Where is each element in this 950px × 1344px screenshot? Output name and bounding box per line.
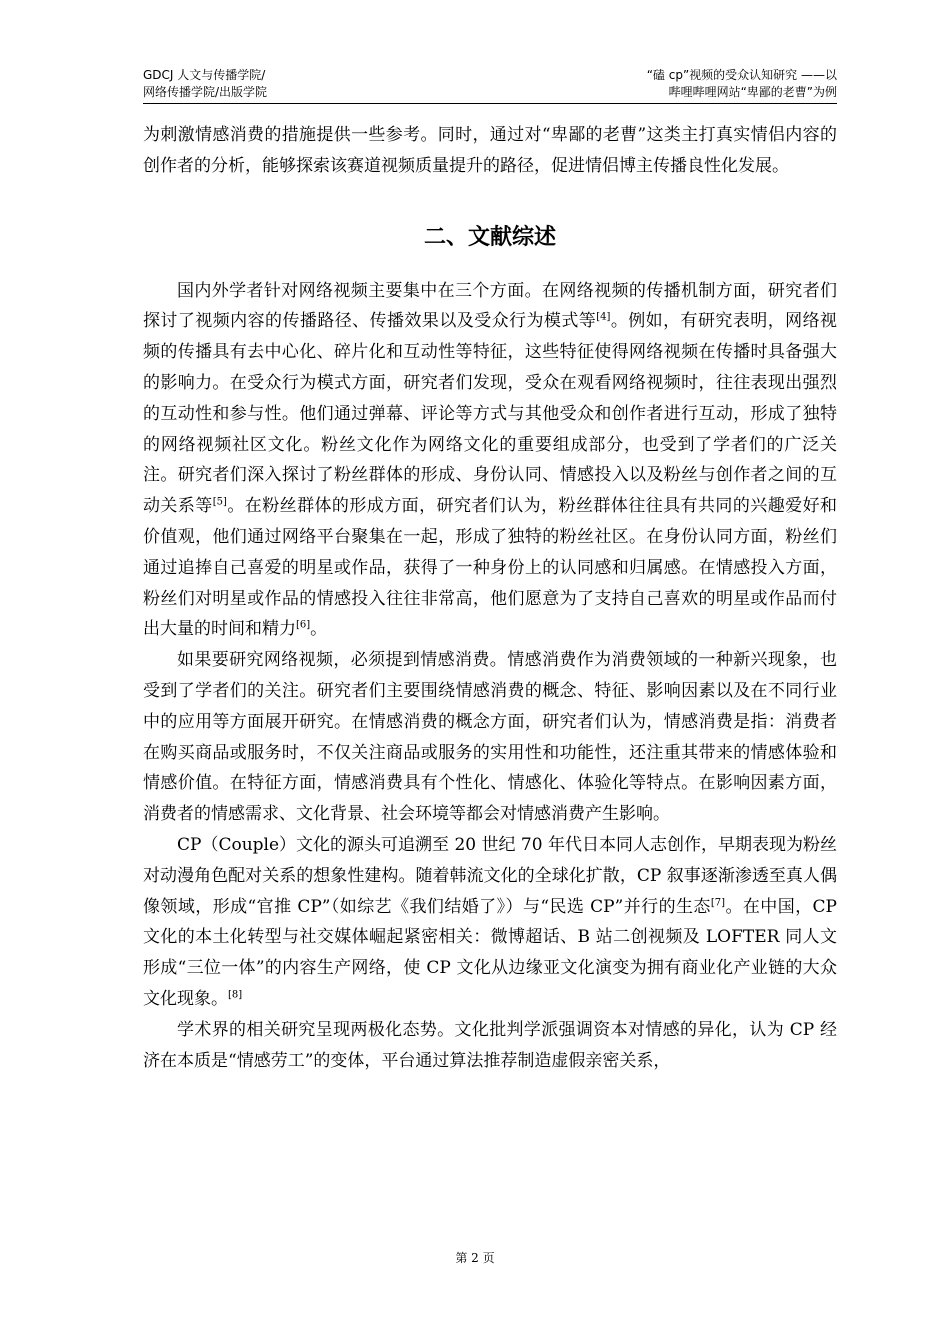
body-paragraph [143,830,837,1015]
paragraph-text: 国内外学者针对网络视频主要集中在三个方面。在网络视频的传播机制方面，研究者们探讨了视频内容的传播路径、传播效果以及受众行为模式等 [143,280,837,332]
paragraph-text: 。例如，有研究表明，网络视频的传播具有去中心化、碎片化和互动性等特征，这些特征使得网络视频在传播时具备强大的影响力。在受众行为模式方面，研究者们发现，受众在观看网络视频时，往往表现出强烈的互动性和参与性。他们通过弹幕、评论等方式与其他受众和创作者进行互动，形成了独特的网络视频社区文化。粉丝文化作为网络文化的重要组成部分，也受到了学者们的广泛关注。研究者们深入探讨了粉丝群体的形成、身份认同、情感投入以及粉丝与创作者之间的互动关系等 [143,311,837,517]
header-institution-line2: 网络传播学院/出版学院 [143,85,268,99]
page-header [143,67,837,104]
citation-ref: [6] [296,619,311,631]
page-number: 第 2 页 [455,1251,495,1265]
body-paragraph: 如果要研究网络视频，必须提到情感消费。情感消费作为消费领域的一种新兴现象，也受到了学者们的关注。研究者们主要围绕情感消费的概念、特征、影响因素以及在不同行业中的应用等方面展开研究。在情感消费的概念方面，研究者们认为，情感消费是指：消费者在购买商品或服务时，不仅关注商品或服务的实用性和功能性，还注重其带来的情感体验和情感价值。在特征方面，情感消费具有个性化、情感化、体验化等特点。在影响因素方面，消费者的情感需求、文化背景、社会环境等都会对情感消费产生影响。 [143,650,837,825]
citation-ref: [4] [596,311,611,323]
citation-ref: [8] [228,989,243,1001]
header-left [143,67,267,101]
intro-paragraph: 为刺激情感消费的措施提供一些参考。同时，通过对“卑鄙的老曹”这类主打真实情侣内容的创作者的分析，能够探索该赛道视频质量提升的路径，促进情侣博主传播良性化发展。 [143,125,837,176]
header-title-line2: 哔哩哔哩网站“卑鄙的老曹”为例 [668,85,837,99]
body-paragraph: 学术界的相关研究呈现两极化态势。文化批判学派强调资本对情感的异化，认为 CP 经济在本质是“情感劳工”的变体，平台通过算法推荐制造虚假亲密关系， [143,1019,837,1071]
header-institution-line1: GDCJ 人文与传播学院/ [143,68,266,82]
section-heading: 二、文献综述 [423,224,556,250]
header-title-line1: “磕 cp”视频的受众认知研究 ——以 [646,68,837,82]
paragraph-text: 。在粉丝群体的形成方面，研究者们认为，粉丝群体往往具有共同的兴趣爱好和价值观，他们通过网络平台聚集在一起，形成了独特的粉丝社区。在身份认同方面，粉丝们通过追捧自己喜爱的明星或作品，获得了一种身份上的认同感和归属感。在情感投入方面，粉丝们对明星或作品的情感投入往往非常高，他们愿意为了支持自己喜欢的明星或作品而付出大量的时间和精力 [143,496,838,640]
citation-ref: [5] [212,496,227,508]
paragraph-text: 。在中国，CP 文化的本土化转型与社交媒体崛起紧密相关：微博超话、B 站二创视频及 LOFTER 同人文形成“三位一体”的内容生产网络，使 CP 文化从边缘亚文化演变为拥有商业化产业链的大众文化现象。 [143,896,837,1009]
paragraph-text: 。 [310,619,328,640]
body-paragraph [143,276,837,646]
document-body [143,120,837,1076]
header-right [647,67,837,101]
paragraph-text: CP（Couple）文化的源头可追溯至 20 世纪 70 年代日本同人志创作，早期表现为粉丝对动漫角色配对关系的想象性建构。随着韩流文化的全球化扩散，CP 叙事逐渐渗透至真人偶像领域，形成“官推 CP”（如综艺《我们结婚了》）与“民选 CP”并行的生态 [143,834,837,917]
citation-ref: [7] [710,896,726,908]
